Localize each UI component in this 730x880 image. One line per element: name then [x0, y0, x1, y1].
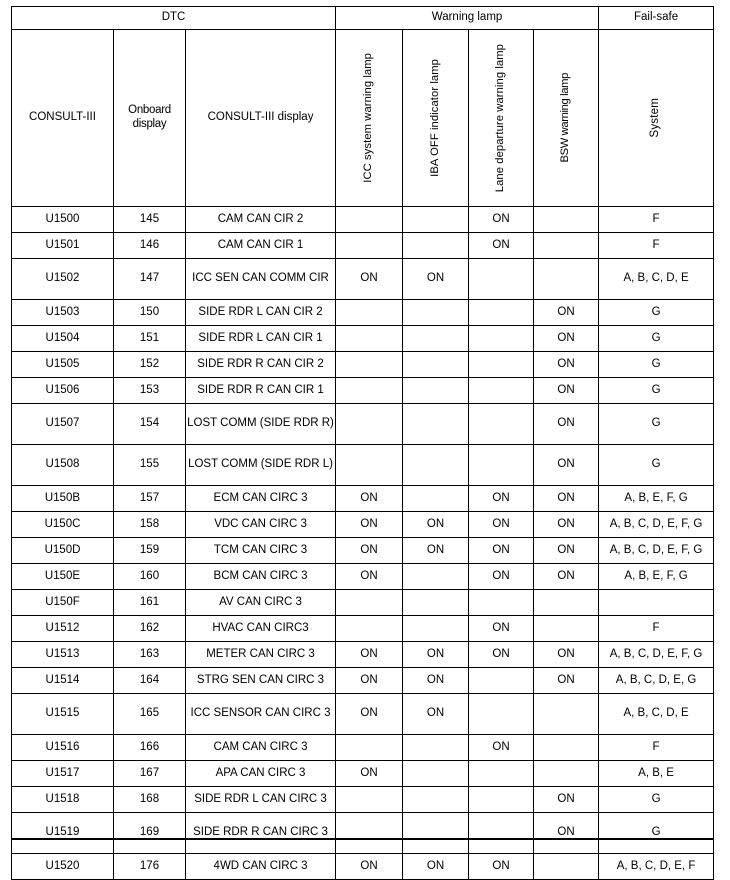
cell-consult-iii: U150E	[12, 564, 114, 590]
cell-lane-departure-lamp	[469, 352, 534, 378]
cell-iba-off-lamp: ON	[403, 694, 469, 735]
cell-onboard-display: 159	[114, 538, 186, 564]
cell-bsw-lamp	[534, 735, 599, 761]
cell-consult-iii-display: BCM CAN CIRC 3	[186, 564, 336, 590]
cell-consult-iii-display: STRG SEN CAN CIRC 3	[186, 668, 336, 694]
cell-icc-system-lamp	[336, 787, 403, 813]
cell-bsw-lamp: ON	[534, 538, 599, 564]
cell-lane-departure-lamp	[469, 694, 534, 735]
cell-onboard-display: 164	[114, 668, 186, 694]
table-row	[12, 854, 714, 880]
table-row	[12, 761, 714, 787]
cell-onboard-display: 176	[114, 854, 186, 880]
cell-fail-safe-system: G	[599, 445, 714, 486]
cell-consult-iii-display: CAM CAN CIR 1	[186, 233, 336, 259]
cell-iba-off-lamp	[403, 735, 469, 761]
cell-bsw-lamp: ON	[534, 564, 599, 590]
cell-consult-iii: U1506	[12, 378, 114, 404]
cell-consult-iii: U1508	[12, 445, 114, 486]
cell-lane-departure-lamp: ON	[469, 735, 534, 761]
cell-bsw-lamp: ON	[534, 352, 599, 378]
cell-onboard-display: 168	[114, 787, 186, 813]
cell-consult-iii: U1513	[12, 642, 114, 668]
cell-iba-off-lamp	[403, 352, 469, 378]
cell-icc-system-lamp: ON	[336, 761, 403, 787]
cell-consult-iii: U150B	[12, 486, 114, 512]
cell-consult-iii: U1502	[12, 259, 114, 300]
header-group-dtc: DTC	[12, 7, 336, 30]
cell-icc-system-lamp: ON	[336, 486, 403, 512]
cell-bsw-lamp: ON	[534, 642, 599, 668]
header-onboard-display: Onboard display	[114, 30, 186, 207]
table-row	[12, 735, 714, 761]
cell-fail-safe-system	[599, 590, 714, 616]
cell-consult-iii-display: CAM CAN CIRC 3	[186, 735, 336, 761]
cell-fail-safe-system: F	[599, 233, 714, 259]
cell-consult-iii-display: ICC SENSOR CAN CIRC 3	[186, 694, 336, 735]
header-group-warning-lamp: Warning lamp	[336, 7, 599, 30]
dtc-reference-table	[11, 6, 714, 880]
cell-iba-off-lamp	[403, 564, 469, 590]
header-group-fail-safe: Fail-safe	[599, 7, 714, 30]
cell-fail-safe-system: A, B, E, F, G	[599, 564, 714, 590]
cell-lane-departure-lamp: ON	[469, 207, 534, 233]
cell-iba-off-lamp	[403, 326, 469, 352]
cell-icc-system-lamp	[336, 404, 403, 445]
table-row	[12, 787, 714, 813]
header-bsw-warning-lamp	[534, 30, 599, 207]
table-row	[12, 233, 714, 259]
cell-iba-off-lamp	[403, 616, 469, 642]
cell-consult-iii: U1501	[12, 233, 114, 259]
cell-icc-system-lamp: ON	[336, 642, 403, 668]
cell-icc-system-lamp: ON	[336, 668, 403, 694]
cell-iba-off-lamp: ON	[403, 668, 469, 694]
cell-bsw-lamp: ON	[534, 787, 599, 813]
table-row	[12, 642, 714, 668]
table-row	[12, 590, 714, 616]
cell-consult-iii: U1505	[12, 352, 114, 378]
cell-icc-system-lamp	[336, 378, 403, 404]
cell-bsw-lamp	[534, 694, 599, 735]
header-icc-system-warning-lamp	[336, 30, 403, 207]
cell-iba-off-lamp	[403, 590, 469, 616]
cell-iba-off-lamp	[403, 445, 469, 486]
cell-bsw-lamp: ON	[534, 378, 599, 404]
cell-consult-iii-display: SIDE RDR R CAN CIRC 3	[186, 813, 336, 854]
table-row	[12, 259, 714, 300]
cell-consult-iii: U150F	[12, 590, 114, 616]
header-consult-iii: CONSULT-III	[12, 30, 114, 207]
cell-bsw-lamp: ON	[534, 300, 599, 326]
cell-fail-safe-system: G	[599, 787, 714, 813]
cell-consult-iii: U1517	[12, 761, 114, 787]
cell-lane-departure-lamp: ON	[469, 538, 534, 564]
table-row	[12, 564, 714, 590]
cell-onboard-display: 163	[114, 642, 186, 668]
cell-fail-safe-system: F	[599, 616, 714, 642]
header-bsw-warning-lamp-label: BSW warning lamp	[559, 73, 572, 163]
cell-iba-off-lamp	[403, 378, 469, 404]
cell-consult-iii: U1503	[12, 300, 114, 326]
cell-icc-system-lamp	[336, 590, 403, 616]
header-sub-row	[12, 30, 714, 207]
cell-lane-departure-lamp: ON	[469, 616, 534, 642]
cell-onboard-display: 154	[114, 404, 186, 445]
cell-consult-iii: U1507	[12, 404, 114, 445]
cell-bsw-lamp	[534, 207, 599, 233]
cell-onboard-display: 157	[114, 486, 186, 512]
cell-fail-safe-system: A, B, E, F, G	[599, 486, 714, 512]
cell-lane-departure-lamp: ON	[469, 512, 534, 538]
cell-onboard-display: 150	[114, 300, 186, 326]
cell-fail-safe-system: G	[599, 378, 714, 404]
cell-icc-system-lamp: ON	[336, 259, 403, 300]
cell-fail-safe-system: G	[599, 813, 714, 854]
cell-consult-iii-display: LOST COMM (SIDE RDR R)	[186, 404, 336, 445]
cell-lane-departure-lamp	[469, 445, 534, 486]
cell-onboard-display: 166	[114, 735, 186, 761]
cell-iba-off-lamp	[403, 813, 469, 854]
cell-iba-off-lamp: ON	[403, 259, 469, 300]
cell-lane-departure-lamp	[469, 590, 534, 616]
cell-lane-departure-lamp	[469, 259, 534, 300]
cell-consult-iii-display: METER CAN CIRC 3	[186, 642, 336, 668]
cell-consult-iii: U1512	[12, 616, 114, 642]
cell-consult-iii: U1515	[12, 694, 114, 735]
cell-consult-iii-display: ICC SEN CAN COMM CIR	[186, 259, 336, 300]
cell-onboard-display: 162	[114, 616, 186, 642]
cell-iba-off-lamp: ON	[403, 642, 469, 668]
cell-consult-iii-display: APA CAN CIRC 3	[186, 761, 336, 787]
cell-lane-departure-lamp	[469, 761, 534, 787]
cell-icc-system-lamp	[336, 735, 403, 761]
header-system-label: System	[649, 98, 662, 138]
cell-lane-departure-lamp	[469, 326, 534, 352]
cell-onboard-display: 169	[114, 813, 186, 854]
cell-iba-off-lamp	[403, 761, 469, 787]
table-row	[12, 404, 714, 445]
cell-bsw-lamp	[534, 590, 599, 616]
cell-iba-off-lamp	[403, 300, 469, 326]
table-row	[12, 352, 714, 378]
table-row	[12, 300, 714, 326]
cell-lane-departure-lamp: ON	[469, 233, 534, 259]
cell-consult-iii-display: 4WD CAN CIRC 3	[186, 854, 336, 880]
cell-lane-departure-lamp	[469, 787, 534, 813]
header-iba-off-indicator-lamp	[403, 30, 469, 207]
cell-consult-iii: U1518	[12, 787, 114, 813]
cell-consult-iii: U1516	[12, 735, 114, 761]
table-row	[12, 668, 714, 694]
cell-consult-iii-display: LOST COMM (SIDE RDR L)	[186, 445, 336, 486]
cell-bsw-lamp	[534, 616, 599, 642]
cell-lane-departure-lamp: ON	[469, 854, 534, 880]
cell-bsw-lamp: ON	[534, 668, 599, 694]
cell-lane-departure-lamp	[469, 813, 534, 854]
table-header	[12, 7, 714, 207]
cell-fail-safe-system: G	[599, 352, 714, 378]
cell-fail-safe-system: A, B, C, D, E	[599, 694, 714, 735]
cell-iba-off-lamp	[403, 787, 469, 813]
cell-fail-safe-system: A, B, C, D, E, F, G	[599, 512, 714, 538]
header-lane-departure-warning-lamp-label: Lane departure warning lamp	[494, 43, 507, 193]
cell-icc-system-lamp: ON	[336, 854, 403, 880]
cell-bsw-lamp	[534, 233, 599, 259]
cell-icc-system-lamp	[336, 326, 403, 352]
cell-lane-departure-lamp: ON	[469, 564, 534, 590]
cell-iba-off-lamp: ON	[403, 538, 469, 564]
table-row	[12, 445, 714, 486]
cell-bsw-lamp: ON	[534, 326, 599, 352]
cell-consult-iii: U1514	[12, 668, 114, 694]
cell-onboard-display: 165	[114, 694, 186, 735]
cell-fail-safe-system: F	[599, 735, 714, 761]
cell-iba-off-lamp	[403, 486, 469, 512]
header-system	[599, 30, 714, 207]
cell-icc-system-lamp	[336, 352, 403, 378]
cell-icc-system-lamp: ON	[336, 564, 403, 590]
cell-bsw-lamp	[534, 854, 599, 880]
cell-fail-safe-system: A, B, C, D, E, G	[599, 668, 714, 694]
cell-fail-safe-system: G	[599, 300, 714, 326]
header-iba-off-indicator-lamp-label: IBA OFF indicator lamp	[428, 59, 441, 177]
cell-onboard-display: 158	[114, 512, 186, 538]
cell-icc-system-lamp: ON	[336, 694, 403, 735]
cell-bsw-lamp	[534, 761, 599, 787]
cell-consult-iii-display: SIDE RDR R CAN CIR 1	[186, 378, 336, 404]
cell-fail-safe-system: F	[599, 207, 714, 233]
cell-onboard-display: 155	[114, 445, 186, 486]
cell-consult-iii: U1504	[12, 326, 114, 352]
table-row	[12, 378, 714, 404]
cell-icc-system-lamp: ON	[336, 512, 403, 538]
cell-onboard-display: 146	[114, 233, 186, 259]
cell-bsw-lamp	[534, 259, 599, 300]
cell-lane-departure-lamp	[469, 668, 534, 694]
cell-iba-off-lamp: ON	[403, 854, 469, 880]
cell-fail-safe-system: A, B, C, D, E	[599, 259, 714, 300]
cell-onboard-display: 152	[114, 352, 186, 378]
cell-bsw-lamp: ON	[534, 486, 599, 512]
cell-iba-off-lamp: ON	[403, 512, 469, 538]
cell-icc-system-lamp	[336, 300, 403, 326]
table-row	[12, 512, 714, 538]
cell-icc-system-lamp: ON	[336, 538, 403, 564]
header-group-row	[12, 7, 714, 30]
cell-lane-departure-lamp: ON	[469, 642, 534, 668]
cell-lane-departure-lamp	[469, 404, 534, 445]
cell-icc-system-lamp	[336, 813, 403, 854]
header-consult-iii-display: CONSULT-III display	[186, 30, 336, 207]
cell-consult-iii: U150D	[12, 538, 114, 564]
table-row	[12, 813, 714, 854]
cell-bsw-lamp: ON	[534, 512, 599, 538]
cell-consult-iii: U150C	[12, 512, 114, 538]
cell-bsw-lamp: ON	[534, 445, 599, 486]
cell-icc-system-lamp	[336, 233, 403, 259]
cell-consult-iii-display: TCM CAN CIRC 3	[186, 538, 336, 564]
cell-consult-iii-display: SIDE RDR L CAN CIRC 3	[186, 787, 336, 813]
table-row	[12, 326, 714, 352]
cell-fail-safe-system: G	[599, 404, 714, 445]
cell-consult-iii: U1500	[12, 207, 114, 233]
cell-consult-iii: U1520	[12, 854, 114, 880]
cell-onboard-display: 147	[114, 259, 186, 300]
cell-lane-departure-lamp	[469, 378, 534, 404]
cell-consult-iii-display: AV CAN CIRC 3	[186, 590, 336, 616]
cell-fail-safe-system: A, B, C, D, E, F	[599, 854, 714, 880]
table-row	[12, 486, 714, 512]
table-body	[12, 207, 714, 880]
cell-iba-off-lamp	[403, 207, 469, 233]
cell-onboard-display: 160	[114, 564, 186, 590]
cell-iba-off-lamp	[403, 233, 469, 259]
cell-lane-departure-lamp	[469, 300, 534, 326]
cell-consult-iii-display: VDC CAN CIRC 3	[186, 512, 336, 538]
table-row	[12, 694, 714, 735]
header-lane-departure-warning-lamp	[469, 30, 534, 207]
cell-onboard-display: 151	[114, 326, 186, 352]
table-row	[12, 616, 714, 642]
cell-fail-safe-system: A, B, E	[599, 761, 714, 787]
cell-icc-system-lamp	[336, 207, 403, 233]
cell-lane-departure-lamp: ON	[469, 486, 534, 512]
table-row	[12, 207, 714, 233]
table-row	[12, 538, 714, 564]
cell-consult-iii: U1519	[12, 813, 114, 854]
cell-consult-iii-display: SIDE RDR L CAN CIR 2	[186, 300, 336, 326]
cell-iba-off-lamp	[403, 404, 469, 445]
cell-consult-iii-display: HVAC CAN CIRC3	[186, 616, 336, 642]
cell-icc-system-lamp	[336, 445, 403, 486]
cell-consult-iii-display: SIDE RDR L CAN CIR 1	[186, 326, 336, 352]
cell-onboard-display: 167	[114, 761, 186, 787]
cell-icc-system-lamp	[336, 616, 403, 642]
header-icc-system-warning-lamp-label: ICC system warning lamp	[362, 53, 375, 183]
cell-consult-iii-display: CAM CAN CIR 2	[186, 207, 336, 233]
cell-consult-iii-display: ECM CAN CIRC 3	[186, 486, 336, 512]
cell-bsw-lamp: ON	[534, 404, 599, 445]
cell-bsw-lamp: ON	[534, 813, 599, 854]
cell-onboard-display: 145	[114, 207, 186, 233]
cell-fail-safe-system: G	[599, 326, 714, 352]
cell-onboard-display: 153	[114, 378, 186, 404]
cell-fail-safe-system: A, B, C, D, E, F, G	[599, 642, 714, 668]
cell-onboard-display: 161	[114, 590, 186, 616]
cell-fail-safe-system: A, B, C, D, E, F, G	[599, 538, 714, 564]
cell-consult-iii-display: SIDE RDR R CAN CIR 2	[186, 352, 336, 378]
